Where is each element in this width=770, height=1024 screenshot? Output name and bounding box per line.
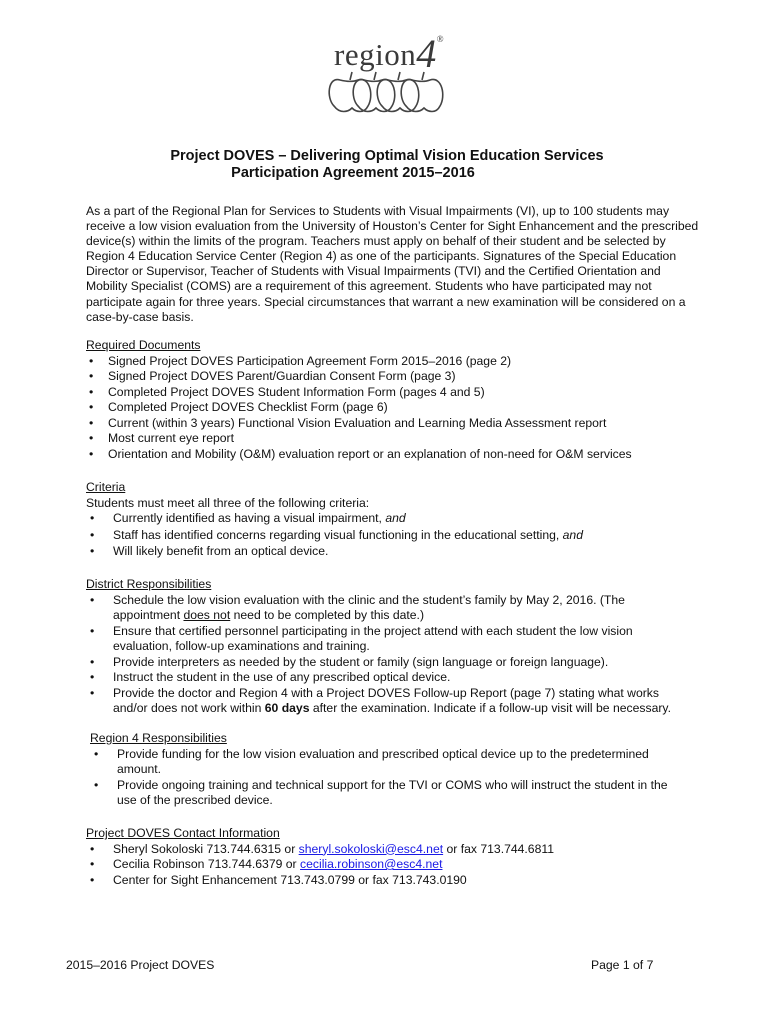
list-item: • Schedule the low vision evaluation with the clinic and the student’s family by May 2, 2016. (The appointment does not need to be completed by this date.) bbox=[90, 592, 625, 622]
list-item: • Ensure that certified personnel participating in the project attend with each student the low vision evaluation, follow-up examinations and training. bbox=[90, 623, 633, 653]
section-heading: District Responsibilities bbox=[86, 577, 212, 591]
list-item: • Provide funding for the low vision evaluation and prescribed optical device up to the predetermined amount. bbox=[94, 746, 649, 776]
list-item: • Center for Sight Enhancement 713.743.0799 or fax 713.743.0190 bbox=[90, 872, 467, 887]
list-item: • Currently identified as having a visual impairment, and bbox=[90, 511, 406, 525]
contact-list bbox=[86, 842, 686, 889]
page-number: Page 1 of 7 bbox=[591, 958, 654, 972]
list-item: • Provide the doctor and Region 4 with a Project DOVES Follow-up Report (page 7) stating what works and/or does not work within 60 days after the examination. Indicate if a follow-up visit will be necessary. bbox=[90, 685, 671, 715]
list-item: • Orientation and Mobility (O&M) evaluation report or an explanation of non-need for O&M services bbox=[89, 446, 632, 461]
document-title: Project DOVES – Delivering Optimal Vision Education Services bbox=[170, 148, 604, 164]
email-link-cecilia[interactable]: cecilia.robinson@esc4.net bbox=[300, 857, 443, 871]
footer-left: 2015–2016 Project DOVES bbox=[66, 958, 215, 972]
email-link-sheryl[interactable]: sheryl.sokoloski@esc4.net bbox=[298, 841, 444, 856]
intro-paragraph: As a part of the Regional Plan for Services to Students with Visual Impairments (VI), up to 100 students may receive a low vision evaluation from the University of Houston’s Center for Sight Enhancement and the prescribed device(s) within the limits of the program. Teachers must apply on behalf of their student and be selected by Region 4 Education Service Center (Region 4) as one of the participants. Signatures of the Special Education Director or Supervisor, Teacher of Students with Visual Impairments (TVI) and the Certified Orientation and Mobility Specialist (COMS) are a requirement of this agreement. Students who have participated may not participate again for three years. Special circumstances that warrant a new examination will be considered on a case-by-case basis. bbox=[86, 204, 699, 324]
region4-responsibilities-section bbox=[90, 731, 690, 809]
list-item: • Current (within 3 years) Functional Vision Evaluation and Learning Media Assessment report bbox=[89, 415, 607, 430]
section-heading: Required Documents bbox=[86, 338, 201, 352]
list-item: • Sheryl Sokoloski 713.744.6315 or sheryl.sokoloski@esc4.net or fax 713.744.6811 bbox=[90, 841, 555, 856]
list-item: • Will likely benefit from an optical device. bbox=[90, 544, 329, 558]
document-subtitle: Participation Agreement 2015–2016 bbox=[231, 165, 475, 181]
logo-wordmark: region4® bbox=[334, 31, 445, 76]
list-item: • Most current eye report bbox=[89, 431, 234, 445]
region4-logo bbox=[320, 28, 460, 118]
list-item: • Signed Project DOVES Participation Agreement Form 2015–2016 (page 2) bbox=[89, 353, 512, 368]
list-item: • Provide interpreters as needed by the student or family (sign language or foreign language). bbox=[90, 654, 609, 669]
required-documents-list bbox=[86, 354, 632, 463]
section-heading: Project DOVES Contact Information bbox=[86, 826, 280, 840]
contact-section bbox=[86, 826, 686, 888]
required-documents-section bbox=[86, 338, 632, 462]
list-item: • Instruct the student in the use of any prescribed optical device. bbox=[90, 670, 451, 684]
list-item: • Completed Project DOVES Checklist Form (page 6) bbox=[89, 400, 388, 414]
list-item: • Staff has identified concerns regarding visual functioning in the educational setting, and bbox=[90, 527, 583, 542]
list-item: • Provide ongoing training and technical support for the TVI or COMS who will instruct the student in the use of the prescribed device. bbox=[94, 777, 668, 807]
section-heading: Region 4 Responsibilities bbox=[90, 731, 227, 745]
region4-list bbox=[90, 747, 690, 809]
list-item: • Completed Project DOVES Student Information Form (pages 4 and 5) bbox=[89, 384, 485, 399]
criteria-list bbox=[86, 511, 583, 560]
criteria-section bbox=[86, 480, 583, 560]
district-responsibilities-section bbox=[86, 577, 690, 717]
list-item: • Cecilia Robinson 713.744.6379 or cecilia.robinson@esc4.net bbox=[90, 857, 443, 871]
section-heading: Criteria bbox=[86, 480, 126, 494]
district-list bbox=[86, 593, 690, 717]
criteria-intro: Students must meet all three of the following criteria: bbox=[86, 495, 370, 510]
list-item: • Signed Project DOVES Parent/Guardian Consent Form (page 3) bbox=[89, 369, 456, 383]
